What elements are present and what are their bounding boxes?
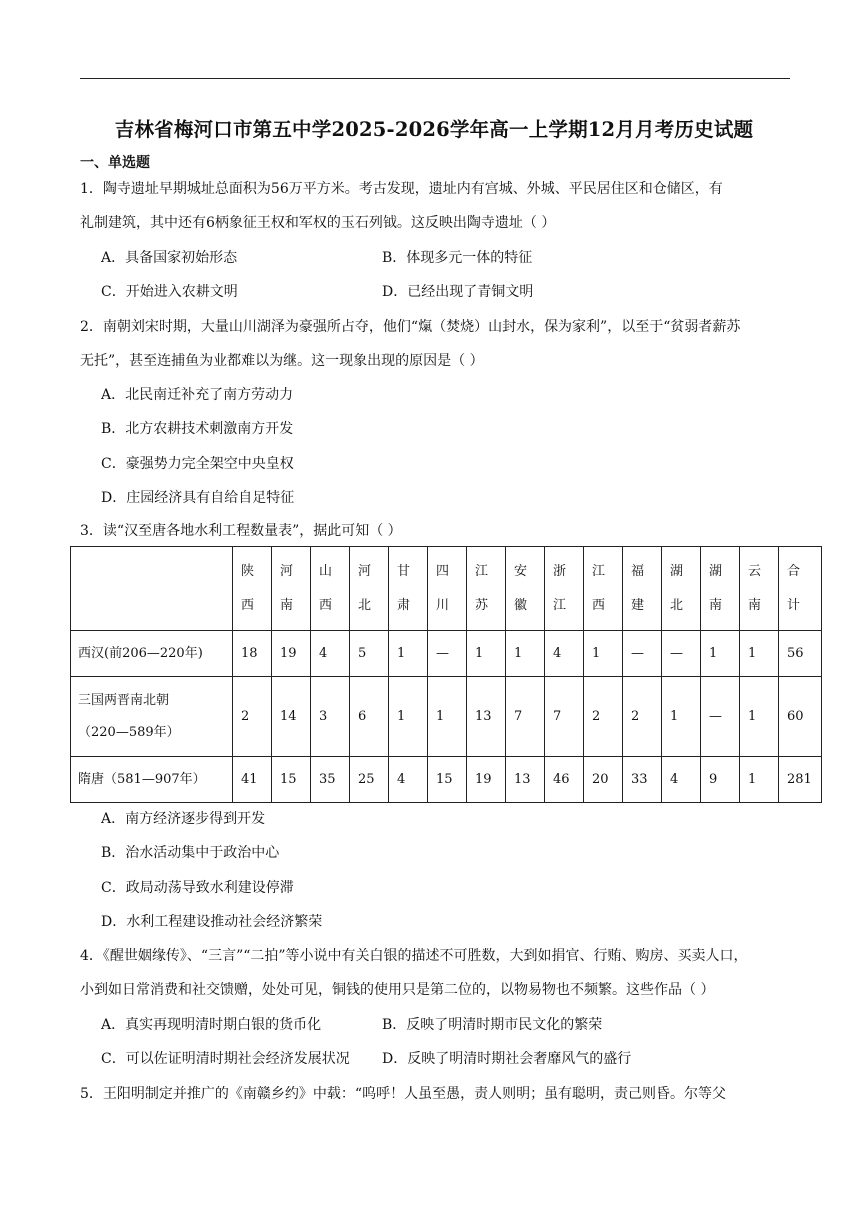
q1-option-a[interactable]: A．具备国家初始形态 xyxy=(101,250,238,266)
q1-option-d[interactable]: D．已经出现了青铜文明 xyxy=(382,284,534,300)
table-cell: 3 xyxy=(311,677,350,757)
table-cell: 5 xyxy=(350,631,389,677)
table-cell: 18 xyxy=(233,631,272,677)
table-header-row xyxy=(71,547,822,631)
table-cell: 15 xyxy=(272,757,311,803)
table-cell: 1 xyxy=(389,631,428,677)
table-cell: 13 xyxy=(506,757,545,803)
header-char: 山西 xyxy=(319,563,353,613)
table-cell: 46 xyxy=(545,757,584,803)
page-title: 吉林省梅河口市第五中学2025-2026学年高一上学期12月月考历史试题 xyxy=(114,118,754,141)
q1-stem-line-1: 1．陶寺遗址早期城址总面积为56万平方米。考古发现，遗址内有宫城、外城、平民居住区和仓储区，有 xyxy=(80,181,723,197)
row-label-line-2: （220—589年） xyxy=(78,724,180,740)
header-cell xyxy=(545,547,587,631)
header-cell xyxy=(701,547,743,631)
header-cell xyxy=(350,547,392,631)
header-char: 江苏 xyxy=(475,563,509,613)
header-cell xyxy=(740,547,782,631)
q2-option-c[interactable]: C．豪强势力完全架空中央皇权 xyxy=(101,456,294,472)
table-cell: 33 xyxy=(623,757,662,803)
table-cell: — xyxy=(428,631,467,677)
header-cell xyxy=(623,547,665,631)
header-char: 陕西 xyxy=(241,563,275,613)
header-cell xyxy=(428,547,470,631)
header-char: 福建 xyxy=(631,563,665,613)
table-cell: 14 xyxy=(272,677,311,757)
q4-option-b[interactable]: B．反映了明清时期市民文化的繁荣 xyxy=(382,1017,603,1033)
q5-stem-line-1: 5．王阳明制定并推广的《南赣乡约》中载：“呜呼！人虽至愚，责人则明；虽有聪明，责己则昏。尔等父 xyxy=(80,1086,727,1102)
q2-option-a[interactable]: A．北民南迁补充了南方劳动力 xyxy=(101,387,294,403)
row-label: 隋唐（581—907年） xyxy=(71,757,233,803)
table-cell: 4 xyxy=(311,631,350,677)
water-projects-table xyxy=(70,546,822,803)
header-char: 河南 xyxy=(280,563,314,613)
q3-option-a[interactable]: A．南方经济逐步得到开发 xyxy=(101,811,266,827)
header-char: 安徽 xyxy=(514,563,548,613)
table-row xyxy=(71,757,822,803)
header-char: 浙江 xyxy=(553,563,587,613)
header-cell xyxy=(311,547,353,631)
header-cell xyxy=(662,547,704,631)
header-cell xyxy=(389,547,431,631)
table-cell: 7 xyxy=(545,677,584,757)
table-cell: 56 xyxy=(779,631,822,677)
q3-option-b[interactable]: B．治水活动集中于政治中心 xyxy=(101,845,280,861)
table-row xyxy=(71,677,822,757)
q4-stem-line-1: 4．《醒世姻缘传》、“三言”“二拍”等小说中有关白银的描述不可胜数，大到如捐官、行贿、购房、买卖人口， xyxy=(80,948,748,964)
table-cell: 4 xyxy=(545,631,584,677)
q4-option-c[interactable]: C．可以佐证明清时期社会经济发展状况 xyxy=(101,1051,350,1067)
table-cell: 9 xyxy=(701,757,740,803)
table-cell: 13 xyxy=(467,677,506,757)
table-cell: 1 xyxy=(740,631,779,677)
header-cell xyxy=(506,547,548,631)
q4-stem-line-2: 小到如日常消费和社交馈赠，处处可见，铜钱的使用只是第二位的，以物易物也不频繁。这些作品（ ） xyxy=(80,982,715,998)
header-cell xyxy=(233,547,275,631)
table-cell: 1 xyxy=(584,631,623,677)
header-cell xyxy=(584,547,626,631)
header-char: 甘肃 xyxy=(397,563,431,613)
row-label xyxy=(71,677,233,757)
q3-stem-line-1: 3．读“汉至唐各地水利工程数量表”，据此可知（ ） xyxy=(80,523,402,539)
table-cell: 41 xyxy=(233,757,272,803)
section-heading: 一、单选题 xyxy=(80,155,150,171)
row-label-line-1: 三国两晋南北朝 xyxy=(78,692,170,708)
header-char: 湖南 xyxy=(709,563,743,613)
table-cell: — xyxy=(662,631,701,677)
q1-option-c[interactable]: C．开始进入农耕文明 xyxy=(101,284,238,300)
q2-stem-line-2: 无托”，甚至连捕鱼为业都难以为继。这一现象出现的原因是（ ） xyxy=(80,353,484,369)
table-cell: 2 xyxy=(584,677,623,757)
table-cell: 1 xyxy=(740,677,779,757)
table-cell: 281 xyxy=(779,757,822,803)
header-cell xyxy=(467,547,509,631)
header-char: 云南 xyxy=(748,563,782,613)
q2-option-b[interactable]: B．北方农耕技术刺激南方开发 xyxy=(101,421,294,437)
table-cell: 19 xyxy=(272,631,311,677)
table-cell: 25 xyxy=(350,757,389,803)
q1-stem-line-2: 礼制建筑，其中还有6柄象征王权和军权的玉石列钺。这反映出陶寺遗址（ ） xyxy=(80,215,556,231)
header-cell xyxy=(779,547,822,631)
q3-option-c[interactable]: C．政局动荡导致水利建设停滞 xyxy=(101,880,294,896)
header-char: 河北 xyxy=(358,563,392,613)
table-cell: 35 xyxy=(311,757,350,803)
table-cell: 19 xyxy=(467,757,506,803)
table-cell: 4 xyxy=(662,757,701,803)
q2-option-d[interactable]: D．庄园经济具有自给自足特征 xyxy=(101,490,295,506)
table-cell: 60 xyxy=(779,677,822,757)
table-cell: 20 xyxy=(584,757,623,803)
table-corner-cell xyxy=(71,547,233,631)
header-char: 四川 xyxy=(436,563,470,613)
header-char: 湖北 xyxy=(670,563,704,613)
table-cell: 6 xyxy=(350,677,389,757)
table-row xyxy=(71,631,822,677)
header-cell xyxy=(272,547,314,631)
table-cell: — xyxy=(701,677,740,757)
table-cell: 1 xyxy=(506,631,545,677)
table-cell: 7 xyxy=(506,677,545,757)
table-cell: 2 xyxy=(623,677,662,757)
q2-stem-line-1: 2．南朝刘宋时期，大量山川湖泽为豪强所占夺，他们“熂（焚烧）山封水，保为家利”，以至于“贫弱者薪苏 xyxy=(80,319,741,335)
table-cell: 1 xyxy=(428,677,467,757)
q4-option-a[interactable]: A．真实再现明清时期白银的货币化 xyxy=(101,1017,322,1033)
header-char: 江西 xyxy=(592,563,626,613)
table-cell: 1 xyxy=(740,757,779,803)
table-cell: 15 xyxy=(428,757,467,803)
table-cell: 1 xyxy=(662,677,701,757)
table-cell: — xyxy=(623,631,662,677)
table-cell: 1 xyxy=(389,677,428,757)
q4-option-d[interactable]: D．反映了明清时期社会奢靡风气的盛行 xyxy=(382,1051,632,1067)
header-rule xyxy=(80,78,790,79)
header-char: 合计 xyxy=(787,563,821,613)
row-label: 西汉(前206—220年) xyxy=(71,631,233,677)
q3-option-d[interactable]: D．水利工程建设推动社会经济繁荣 xyxy=(101,914,323,930)
table-cell: 1 xyxy=(701,631,740,677)
table-cell: 2 xyxy=(233,677,272,757)
table-cell: 1 xyxy=(467,631,506,677)
q1-option-b[interactable]: B．体现多元一体的特征 xyxy=(382,250,533,266)
table-cell: 4 xyxy=(389,757,428,803)
